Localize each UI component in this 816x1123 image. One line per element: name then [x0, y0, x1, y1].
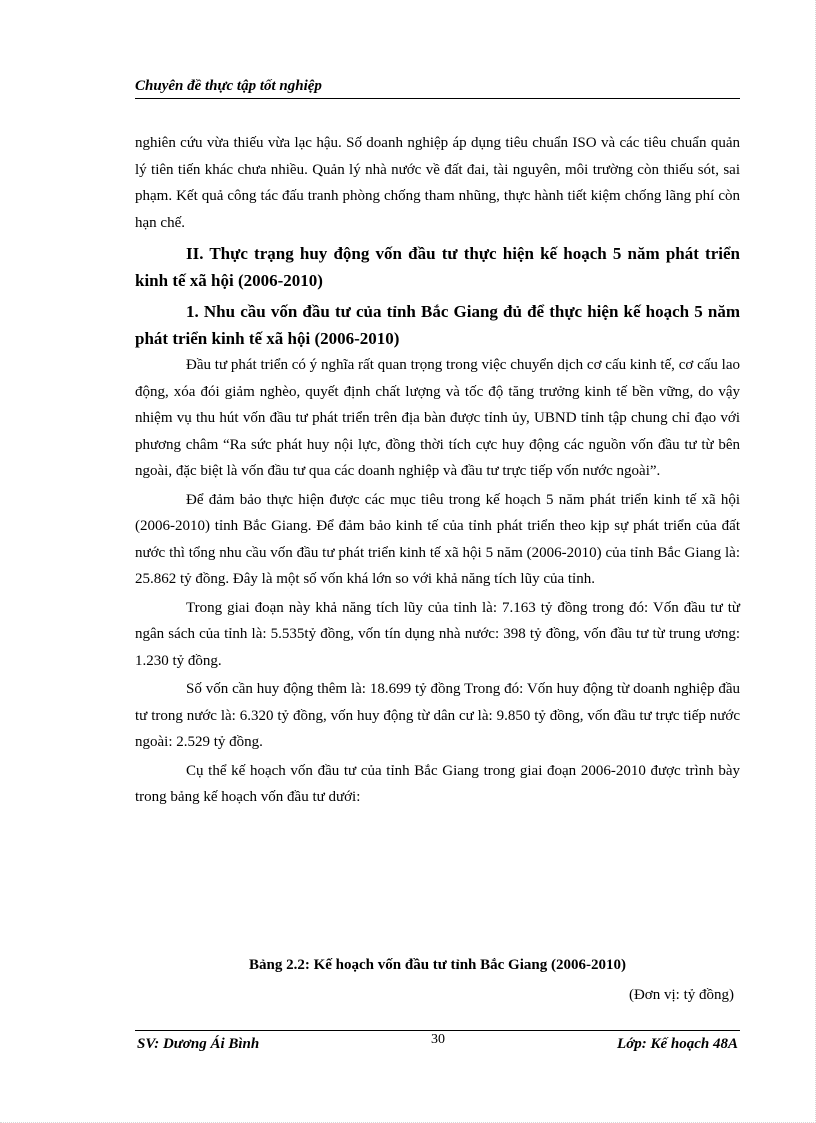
subsection-heading-1: 1. Nhu cầu vốn đầu tư của tỉnh Bắc Giang đủ để thực hiện kế hoạch 5 năm phát triển kinh tế xã hội (2006-2010)	[135, 302, 740, 348]
document-body	[135, 130, 740, 811]
paragraph-accumulation: Trong giai đoạn này khả năng tích lũy của tỉnh là: 7.163 tỷ đồng trong đó: Vốn đầu tư từ ngân sách của tỉnh là: 5.535tỷ đồng, vốn tín dụng nhà nước: 398 tỷ đồng, vốn đầu tư từ trung ương: 1.230 tỷ đồng.	[135, 599, 740, 669]
paragraph-investment-importance: Đầu tư phát triển có ý nghĩa rất quan trọng trong việc chuyển dịch cơ cấu kinh tế, cơ cấu lao động, xóa đói giảm nghèo, quyết định chất lượng và tốc độ tăng trưởng kinh tế bền vững, do vậy nhiệm vụ thu hút vốn đầu tư phát triển trên địa bàn được tỉnh ủy, UBND tỉnh tập chung chỉ đạo với phương châm “Ra sức phát huy nội lực, đồng thời tích cực huy động các nguồn vốn đầu tư từ bên ngoài, đặc biệt là vốn đầu tư qua các doanh nghiệp và đầu tư trực tiếp vốn nước ngoài”.	[135, 357, 740, 479]
page-number: 30	[431, 1032, 445, 1047]
header-title: Chuyên đề thực tập tốt nghiệp	[135, 78, 322, 94]
paragraph-mobilization: Số vốn cần huy động thêm là: 18.699 tỷ đồng Trong đó: Vốn huy động từ doanh nghiệp đầu tư trong nước là: 6.320 tỷ đồng, vốn huy động từ dân cư là: 9.850 tỷ đồng, vốn đầu tư trực tiếp nước ngoài: 2.529 tỷ đồng.	[135, 681, 740, 750]
table-caption: Bảng 2.2: Kế hoạch vốn đầu tư tỉnh Bắc Giang (2006-2010)	[249, 957, 626, 973]
paragraph-intro: nghiên cứu vừa thiếu vừa lạc hậu. Số doanh nghiệp áp dụng tiêu chuẩn ISO và các tiêu chuẩn quản lý tiên tiến khác chưa nhiều. Quản lý nhà nước về đất đai, tài nguyên, môi trường còn thiếu sót, sai phạm. Kết quả công tác đấu tranh phòng chống tham nhũng, thực hành tiết kiệm chống lãng phí còn hạn chế.	[135, 135, 740, 231]
footer-student-name: SV: Dương Ái Bình	[137, 1036, 260, 1052]
paragraph-total-demand: Để đảm bảo thực hiện được các mục tiêu trong kế hoạch 5 năm phát triển kinh tế xã hội (2006-2010) tỉnh Bắc Giang. Để đảm bảo kinh tế của tỉnh phát triển theo kịp sự phát triển của đất nước thì tổng nhu cầu vốn đầu tư phát triển kinh tế xã hội 5 năm (2006-2010) của tỉnh Bắc Giang là: 25.862 tỷ đồng. Đây là một số vốn khá lớn so với khả năng tích lũy của tỉnh.	[135, 491, 740, 587]
footer-class-name: Lớp: Kế hoạch 48A	[617, 1036, 738, 1052]
table-unit-note: (Đơn vị: tỷ đồng)	[628, 987, 734, 1003]
section-heading-ii: II. Thực trạng huy động vốn đầu tư thực hiện kế hoạch 5 năm phát triển kinh tế xã hội (2006-2010)	[135, 244, 740, 290]
paragraph-plan-intro: Cụ thể kế hoạch vốn đầu tư của tỉnh Bắc Giang trong giai đoạn 2006-2010 được trình bày trong bảng kế hoạch vốn đầu tư dưới:	[135, 762, 740, 805]
page-header	[135, 76, 740, 99]
